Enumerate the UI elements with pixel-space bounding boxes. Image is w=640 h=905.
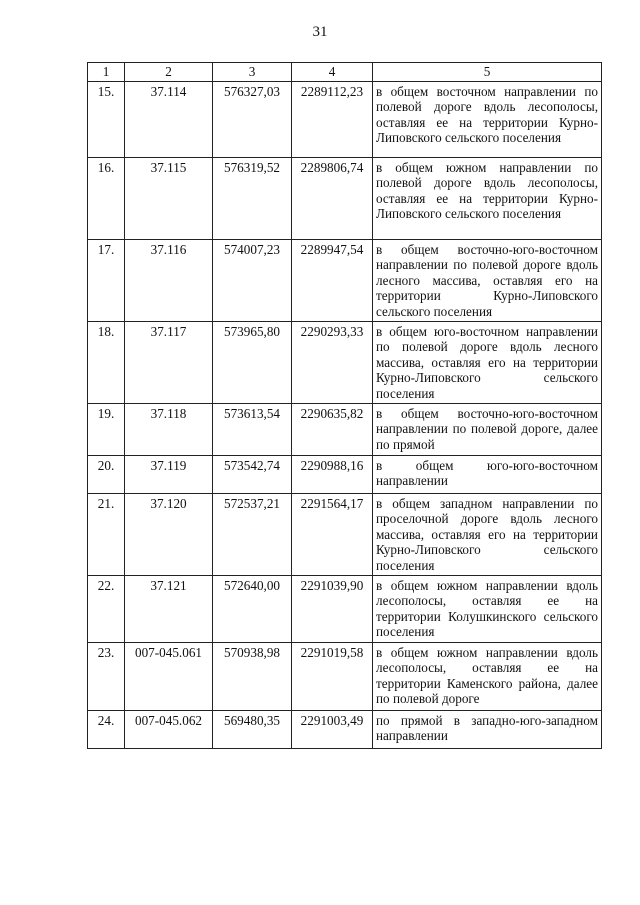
point-id: 37.119 [125,455,213,493]
row-number: 24. [88,710,125,748]
boundary-table [87,62,602,749]
header-col-3: 3 [213,63,292,82]
coord-y: 2291003,49 [292,710,373,748]
row-number: 18. [88,321,125,403]
table-row [88,710,602,748]
point-id: 37.118 [125,403,213,455]
direction-description: в общем южном направлении вдоль лесополосы, оставляя ее на территории Каменского района, далее по полевой дороге [373,642,602,710]
coord-x: 569480,35 [213,710,292,748]
row-number: 19. [88,403,125,455]
direction-description: в общем западном направлении по проселочной дороге вдоль лесного массива, оставляя его на территории Курно-Липовского сельского поселения [373,493,602,575]
coord-x: 574007,23 [213,239,292,321]
table-row [88,81,602,157]
point-id: 007-045.061 [125,642,213,710]
coord-x: 573613,54 [213,403,292,455]
point-id: 37.120 [125,493,213,575]
direction-description: в общем восточном направлении по полевой дороге вдоль лесополосы, оставляя ее на территории Курно-Липовского сельского поселения [373,81,602,157]
coord-x: 576319,52 [213,157,292,239]
direction-description: в общем южном направлении вдоль лесополосы, оставляя ее на территории Колушкинского сельского поселения [373,575,602,642]
table-row [88,575,602,642]
direction-description: в общем южном направлении по полевой дороге вдоль лесополосы, оставляя ее на территории Курно-Липовского сельского поселения [373,157,602,239]
table-row [88,321,602,403]
point-id: 37.121 [125,575,213,642]
direction-description: в общем юго-восточном направлении по полевой дороге вдоль лесного массива, оставляя его на территории Курно-Липовского сельского поселения [373,321,602,403]
page-number: 31 [312,24,328,40]
direction-description: в общем восточно-юго-восточном направлении по полевой дороге вдоль лесного массива, оставляя его на территории Курно-Липовского сельского поселения [373,239,602,321]
table-row [88,455,602,493]
header-col-4: 4 [292,63,373,82]
coord-y: 2291039,90 [292,575,373,642]
row-number: 20. [88,455,125,493]
point-id: 37.117 [125,321,213,403]
table-row [88,157,602,239]
row-number: 22. [88,575,125,642]
row-number: 23. [88,642,125,710]
coord-y: 2290988,16 [292,455,373,493]
direction-description: в общем юго-юго-восточном направлении [373,455,602,493]
row-number: 17. [88,239,125,321]
point-id: 37.115 [125,157,213,239]
row-number: 15. [88,81,125,157]
coord-x: 570938,98 [213,642,292,710]
direction-description: по прямой в западно-юго-западном направлении [373,710,602,748]
point-id: 37.116 [125,239,213,321]
direction-description: в общем восточно-юго-восточном направлении по полевой дороге, далее по прямой [373,403,602,455]
coord-x: 573965,80 [213,321,292,403]
header-row [88,63,602,82]
table-row [88,239,602,321]
header-col-5: 5 [373,63,602,82]
coord-y: 2291564,17 [292,493,373,575]
point-id: 37.114 [125,81,213,157]
header-col-1: 1 [88,63,125,82]
table-row [88,642,602,710]
table-row [88,493,602,575]
coord-y: 2289947,54 [292,239,373,321]
coord-x: 572537,21 [213,493,292,575]
row-number: 16. [88,157,125,239]
point-id: 007-045.062 [125,710,213,748]
coord-y: 2290293,33 [292,321,373,403]
coord-y: 2290635,82 [292,403,373,455]
coord-x: 576327,03 [213,81,292,157]
row-number: 21. [88,493,125,575]
header-col-2: 2 [125,63,213,82]
coord-x: 573542,74 [213,455,292,493]
coord-y: 2291019,58 [292,642,373,710]
coord-y: 2289806,74 [292,157,373,239]
coord-x: 572640,00 [213,575,292,642]
coord-y: 2289112,23 [292,81,373,157]
table-row [88,403,602,455]
